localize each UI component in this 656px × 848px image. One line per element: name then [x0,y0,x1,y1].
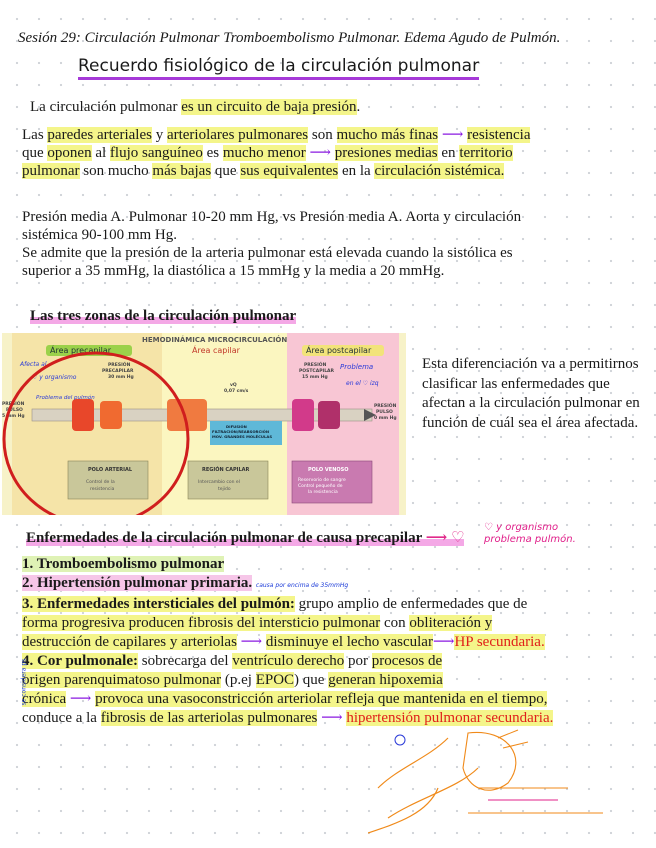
area-capilar-label: Área capilar [192,346,240,355]
session-header: Sesión 29: Circulación Pulmonar Tromboembolismo Pulmonar. Edema Agudo de Pulmón. [18,30,561,46]
list-item: 1. Tromboembolismo pulmonar [22,556,225,572]
pres-post-text: PRESIÓN POSTCAPILAR 15 mm Hg [299,363,335,380]
diseases-note: ♡ y organismo problema pulmón. [484,522,576,545]
paragraph-pressures: Presión media A. Pulmonar 10-20 mm Hg, vs Presión media A. Aorta y circulación sistémica 90-100 mm Hg. Se admite que la presión de la arteria pulmonar está elevada cuando la sistólica es superior a 35 mmHg, la diastólica a 15 mmHg y la media a 20 mmHg. [22,209,522,279]
pulso-right-text: PRESIÓN PULSO 0 mm Hg [374,404,397,421]
box-polo-arterial: POLO ARTERIAL [88,467,133,473]
svg-text:Reservorio de sangreControl pe: Reservorio de sangre Control pequeño de la resistencia [298,478,346,495]
pulso-left-text: PRESIÓN PULSO 5 mm Hg [2,402,25,419]
hw-organismo: ♡ y organismo [32,374,77,381]
main-title: Recuerdo fisiológico de la circulación pulmonar [78,56,479,76]
list-item: 4. Cor pulmonale: sobrecarga del ventrículo derecho por procesos de origen parenquimatoso pulmonar (p.ej EPOC) que generan hipoxemia crónica ⟶ provoca una vasoconstricción arteriolar refleja que mantenida en el tiempo, conduce a la fibrosis de las arteriolas pulmonares ⟶ hipertensión pulmonar secundaria. [22,653,554,726]
paragraph-walls: Las paredes arteriales y arteriolares pulmonares son mucho más finas ⟶ resistencia que oponen al flujo sanguíneo es mucho menor ⟶ presiones medias en territorio pulmonar son mucho más bajas que sus equivalentes en la circulación sistémica. [22,127,531,179]
svg-text:DIFUSIÓNFILTRACIÓN/REABSORCIÓN: DIFUSIÓN FILTRACIÓN/REABSORCIÓN MOV. GRANDES MOLÉCULAS [212,424,273,439]
list-item: 2. Hipertensión pulmonar primaria. causa por encima de 35mmHg [22,575,349,591]
arteriole-segment-2 [100,401,122,429]
hw-corazon-izq: en el ♡ izq [346,380,379,387]
figure-side-text: Esta diferenciación va a permitirnos clasificar las enfermedades que afectan a la circulación pulmonar en función de cuál sea el área afectada. [422,356,640,431]
hw-problema-pulmon: Problema del pulmón [36,395,95,401]
flow-text: vQ 0,07 cm/s [224,383,249,394]
paragraph-low-pressure: La circulación pulmonar es un circuito de baja presión. [30,99,361,115]
pres-pre-text: PRESIÓN PRECAPILAR 30 mm Hg [102,363,134,380]
list-item: 3. Enfermedades intersticiales del pulmón: grupo amplio de enfermedades que de forma progresiva producen fibrosis del intersticio pulmonar con obliteración y destrucción de capilares y arteriolas ⟶ disminuye el lecho vascular⟶HP secundaria. [22,596,545,650]
arteriole-segment-1 [72,399,94,431]
figure-top-title: HEMODINÁMICA MICROCIRCULACIÓN [142,336,288,344]
svg-text:Intercambio con eltejido: Intercambio con el tejido [198,480,240,492]
hw-afecta: Afecta al [20,361,47,368]
svg-text:Control de laresistencia: Control de la resistencia [86,480,115,492]
area-postcapilar-label: Área postcapilar [306,346,372,355]
side-handwritten-note: se considera ps [20,658,28,706]
handwritten-sketch [368,728,608,843]
disease-list [22,555,642,728]
hw-problema: Problema [340,363,374,371]
microcirculation-figure [2,333,406,515]
box-polo-venoso: POLO VENOSO [308,467,349,473]
venule-segment-2 [318,401,340,429]
heart-sketch [463,732,516,790]
area-precapilar-label: Área precapilar [50,346,112,355]
venule-segment-1 [292,399,314,431]
box-region-capilar: REGIÓN CAPILAR [202,467,250,473]
zones-title: Las tres zonas de la circulación pulmonar [30,308,297,324]
diseases-title: Enfermedades de la circulación pulmonar de causa precapilar ⟶ ♡ [26,530,465,546]
